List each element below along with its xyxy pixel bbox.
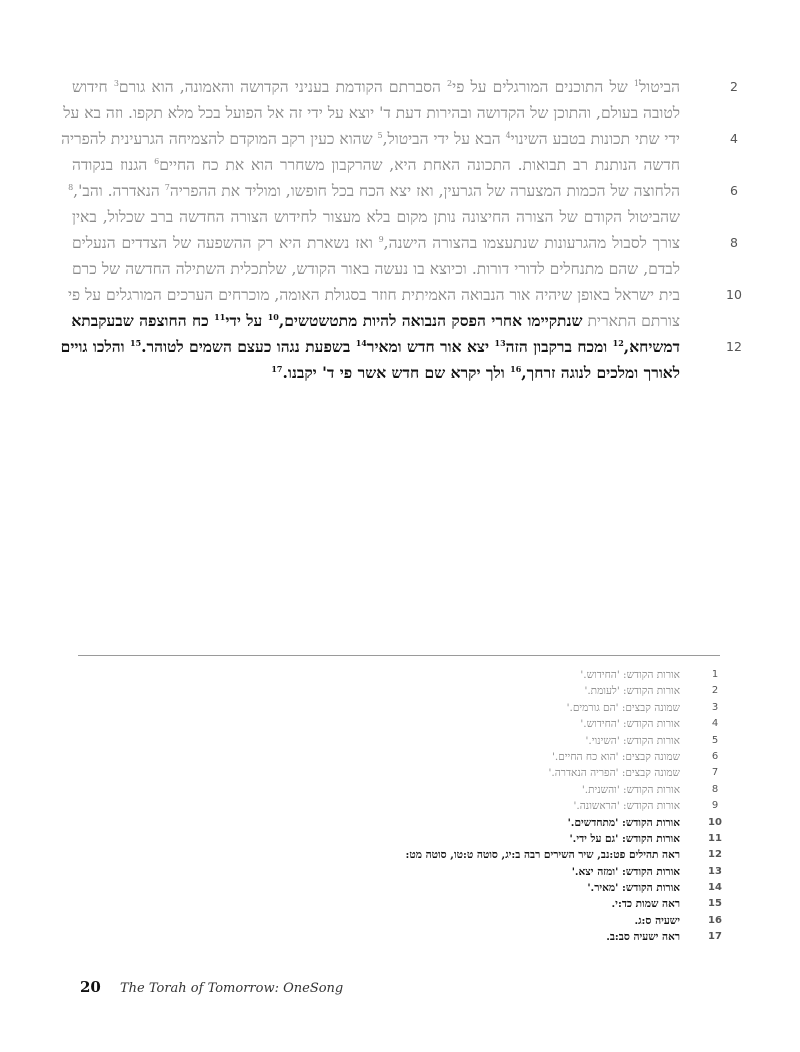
line-text: לאורך ומלכים לנוגה זרחך,$^{16}$ ולך יקרא שם חדש אשר פי ד' יקבנו.$^{17}$ — [271, 363, 680, 382]
footnote-number: 2 — [711, 685, 719, 697]
footnote-ref[interactable]: 10 — [267, 311, 279, 322]
footnote-number: 6 — [711, 750, 719, 762]
line-text: דמשיחא,$^{12}$ ומכח ברקבון הזה$^{13}$ יצא אור חדש ומאיר$^{14}$ בשפעת נגהו כעצם השמים לטוהר.$^{15}$ והלכו גויים — [60, 337, 680, 356]
line-text: צורך לסבול מהגרעונות שנתעצמו בהצורה הישנה,$^9$ ואז נשארת היא רק ההשפעה של הצדדים הנעלים — [72, 234, 680, 252]
footnote-number: 3 — [711, 701, 719, 713]
footnote — [78, 683, 732, 699]
footnote-divider — [78, 655, 720, 656]
footnote-ref[interactable]: 14 — [355, 337, 367, 348]
footnote-text: אורות הקודש: 'החידוש.' — [580, 718, 680, 731]
line-number: 10 — [726, 287, 742, 302]
line-text: שהביטול הקודם של הצורה החיצונה נותן מקום בלא מעצור לחידוש הצורה החדשה ברב שכלול, באין — [72, 208, 680, 226]
line-number: 6 — [730, 183, 738, 198]
footnote-text: ראה ישעיה סב:ב. — [606, 931, 680, 944]
footnote-text: אורות הקודש: 'מאיר.' — [587, 882, 680, 895]
footnote — [78, 765, 732, 781]
footnote — [78, 782, 732, 798]
footnote-ref[interactable]: 7 — [164, 182, 170, 192]
footnote-ref[interactable]: 8 — [68, 182, 74, 192]
footnote — [78, 667, 732, 683]
line-number: 12 — [726, 339, 742, 354]
footnote-number: 13 — [708, 865, 722, 877]
footnote-text: אורות הקודש: 'הראשונה.' — [573, 800, 680, 813]
footnote-text: שמונה קבצים: 'הפריה הנאדרה.' — [548, 767, 680, 780]
footnote-number: 1 — [711, 669, 719, 680]
text-line — [68, 178, 738, 204]
footnote-number: 5 — [711, 734, 719, 746]
footnote-number: 12 — [708, 849, 722, 861]
footnote-number: 17 — [708, 931, 722, 943]
footnote — [78, 798, 732, 814]
footnote — [78, 847, 732, 863]
footnote — [78, 913, 732, 929]
footnote-number: 9 — [711, 800, 719, 812]
text-line — [72, 152, 732, 178]
footnote-text: אורות הקודש: 'לעומת.' — [584, 685, 680, 698]
footnote-ref[interactable]: 5 — [377, 130, 383, 140]
footnote-ref[interactable]: 9 — [378, 234, 384, 244]
line-text: הביטול$^1$ של התוכנים המורגלים על פי$^2$ הסברתם הקודמת בעניני הקדושה והאמונה, הוא גורם$^3$ חידוש — [72, 78, 681, 96]
line-number: 4 — [730, 131, 738, 146]
footnote-text: ישעיה ס:ג. — [634, 914, 680, 927]
footnote — [78, 815, 732, 831]
footnote-number: 7 — [711, 767, 719, 779]
line-text: ידי שתי תכונות בטבע השינוי$^4$ הבא על ידי הביטול,$^5$ שהוא כעין רקב המוקדם להצמיחה הגרעינית להפריה — [61, 130, 680, 148]
footnote-text: שמונה קבצים: 'הם גורמים.' — [566, 701, 680, 714]
footnote-text: אורות הקודש: 'והשנית.' — [581, 783, 680, 796]
footnote-number: 14 — [708, 882, 722, 894]
footnote-number: 15 — [708, 898, 722, 910]
footnote — [78, 864, 732, 880]
line-text: לבדם, שהם מתנחלים לדורי דורות. וכיוצא בו נעשה באור הקודש, שלתכלית השתילה החדשה של כרם — [72, 260, 680, 278]
line-text: בית ישראל באופן שיהיה אור הנבואה האמיתית חוזר בסגולת האומה, מוכרחים הערכים המורגלים על פי — [67, 286, 680, 304]
text-line — [67, 282, 742, 308]
footnote-number: 11 — [708, 832, 722, 844]
footnote-ref[interactable]: 12 — [612, 337, 624, 348]
footnote-ref[interactable]: 4 — [505, 130, 511, 140]
line-number: 8 — [730, 235, 738, 250]
footnote — [78, 880, 732, 896]
footnote-number: 4 — [711, 718, 719, 730]
footnote — [78, 929, 732, 945]
line-number: 2 — [730, 79, 738, 94]
footnote — [78, 749, 732, 765]
page-footer — [80, 977, 343, 996]
footnote-ref[interactable]: 1 — [633, 78, 639, 88]
footnote-ref[interactable]: 2 — [447, 78, 453, 88]
footnote-number: 8 — [711, 783, 719, 795]
footnote — [78, 831, 732, 847]
footnote-number: 10 — [708, 816, 722, 828]
footnotes-list — [78, 667, 732, 946]
footnote — [78, 733, 732, 749]
text-line — [72, 308, 732, 334]
footnote-ref[interactable]: 15 — [130, 337, 142, 348]
text-line — [72, 230, 738, 256]
running-title: The Torah of Tomorrow: OneSong — [119, 981, 344, 996]
footnote-ref[interactable]: 17 — [271, 363, 283, 374]
footnote-text: ראה שמות כד:י. — [611, 898, 680, 911]
footnote-text: אורות הקודש: 'גם על ידי.' — [569, 832, 680, 845]
line-text: צורתם התארית שנתקיימו אחרי הפסק הנבואה להיות מתטשטשים,$^{10}$ על ידי$^{11}$ כח החוצפה שבעקבתא — [71, 311, 680, 330]
footnote-ref[interactable]: 3 — [113, 78, 119, 88]
text-line — [72, 204, 732, 230]
footnote — [78, 896, 732, 912]
text-line — [72, 360, 732, 386]
footnote-ref[interactable]: 11 — [214, 311, 226, 322]
page-number: 20 — [80, 978, 101, 996]
footnote-text: אורות הקודש: 'השינוי.' — [585, 734, 680, 747]
text-line — [72, 74, 738, 100]
line-text: הלחוצה של הכמות המצערה של הגרעין, ואז יצא הכח בכל חופשו, ומוליד את ההפריה$^7$ הנאדרה. והב',$^8$ — [68, 182, 680, 200]
footnote-text: ראה תהילים פט:נב, שיר השירים רבה ב:יג, סוטה ט:טו, סוטה מט: — [405, 849, 680, 862]
footnote-ref[interactable]: 13 — [494, 337, 506, 348]
text-line — [63, 100, 732, 126]
footnote — [78, 716, 732, 732]
footnote — [78, 700, 732, 716]
footnote-text: אורות הקודש: 'מתחדשים.' — [567, 816, 680, 829]
footnote-text: שמונה קבצים: 'הוא כח החיים.' — [552, 750, 680, 763]
text-line — [72, 256, 732, 282]
footnote-text: אורות הקודש: 'החידוש.' — [580, 669, 680, 681]
line-text: חדשה הנותנת רב תבואות. התכונה האחת היא, שהרקבון משחרר הוא את כח החיים$^6$ הגנוז בנקודה — [72, 156, 681, 174]
footnote-ref[interactable]: 16 — [510, 363, 522, 374]
footnote-number: 16 — [708, 914, 722, 926]
text-line — [61, 126, 738, 152]
line-text: לטובה בעולם, והתוכן של הקדושה ובהירות דעת ד' יוצא על ידי זה אל הפועל בכל מלא תקפו. וזה בא על — [63, 104, 680, 122]
main-text-block — [60, 74, 742, 386]
footnote-text: אורות הקודש: 'ומזה יצא.' — [571, 865, 680, 878]
text-line — [60, 334, 742, 360]
footnote-ref[interactable]: 6 — [154, 156, 160, 166]
